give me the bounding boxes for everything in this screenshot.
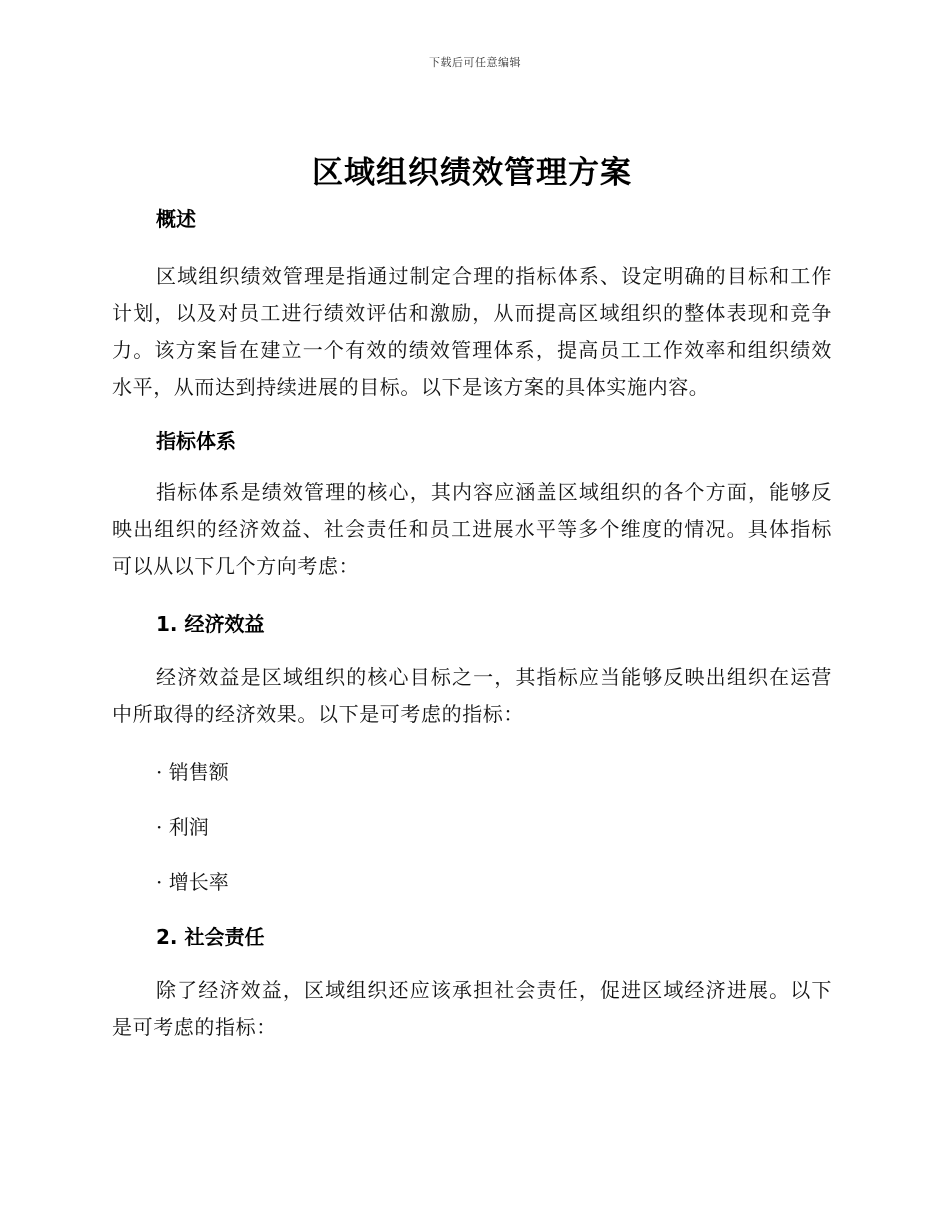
section1-heading: 1. 经济效益 <box>156 612 265 636</box>
document-body <box>112 150 832 1046</box>
indicators-paragraph: 指标体系是绩效管理的核心，其内容应涵盖区域组织的各个方面，能够反映出组织的经济效益、社会责任和员工进展水平等多个维度的情况。具体指标可以从以下几个方向考虑： <box>112 480 832 578</box>
list-item: · 增长率 <box>156 870 229 894</box>
list-item: · 销售额 <box>156 760 229 784</box>
section1-paragraph: 经济效益是区域组织的核心目标之一，其指标应当能够反映出组织在运营中所取得的经济效果。以下是可考虑的指标： <box>112 665 832 726</box>
section2-paragraph: 除了经济效益，区域组织还应该承担社会责任，促进区域经济进展。以下是可考虑的指标： <box>112 978 832 1039</box>
list-item: · 利润 <box>156 815 209 839</box>
running-header: 下载后可任意编辑 <box>429 56 521 69</box>
document-title: 区域组织绩效管理方案 <box>312 155 632 191</box>
section2-heading: 2. 社会责任 <box>156 925 265 949</box>
overview-paragraph: 区域组织绩效管理是指通过制定合理的指标体系、设定明确的目标和工作计划，以及对员工进行绩效评估和激励，从而提高区域组织的整体表现和竞争力。该方案旨在建立一个有效的绩效管理体系，提高员工工作效率和组织绩效水平，从而达到持续进展的目标。以下是该方案的具体实施内容。 <box>112 264 832 399</box>
overview-heading: 概述 <box>156 207 196 231</box>
indicators-heading: 指标体系 <box>156 429 236 453</box>
